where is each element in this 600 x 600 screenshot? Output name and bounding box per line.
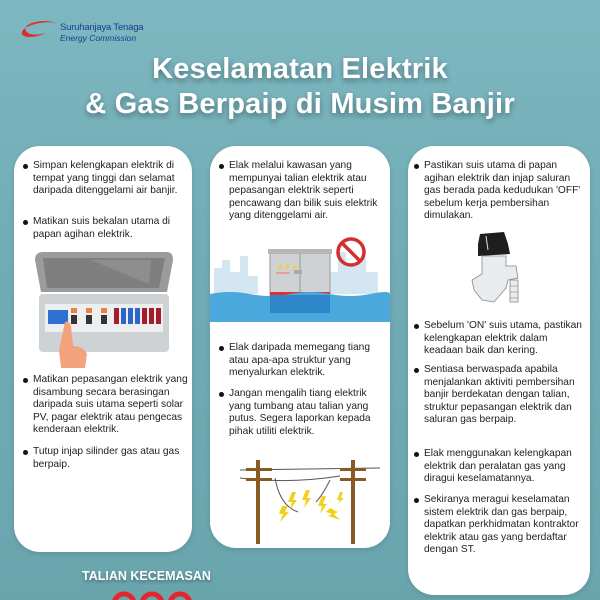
st-logo <box>20 16 160 46</box>
tip-item: Elak daripada memegang tiang atau apa-apa struktur yang menyalurkan elektrik. <box>219 342 387 380</box>
tips-card-during-flood <box>210 146 390 548</box>
emergency-hotline-label: TALIAN KECEMASAN <box>82 569 211 583</box>
tip-item: Elak menggunakan kelengkapan elektrik dan peralatan gas yang diragui keselamatannya. <box>414 448 588 486</box>
tip-item: Jangan mengalih tiang elektrik yang tumbang atau talian yang putus. Segera laporkan kepada pihak utiliti elektrik. <box>219 388 387 438</box>
emergency-number-partial <box>112 590 192 600</box>
logo-text-malay: Suruhanjaya Tenaga <box>60 22 144 33</box>
tip-item: Sentiasa berwaspada apabila menjalankan aktiviti pembersihan banjir berdekatan dengan talian, struktur pepasangan elektrik dan saluran gas berpaip. <box>414 364 588 427</box>
tip-item: Elak melalui kawasan yang mempunyai talian elektrik atau pepasangan elektrik seperti pencawang dan bilik suis elektrik yang ditenggelami air. <box>219 160 387 223</box>
title-line-1: Keselamatan Elektrik <box>152 53 448 85</box>
tips-card-before-flood <box>14 146 192 552</box>
title-line-2: & Gas Berpaip di Musim Banjir <box>85 88 515 120</box>
tip-item: Tutup injap silinder gas atau gas berpaip. <box>23 446 188 471</box>
fallen-power-line-icon <box>230 456 380 546</box>
tip-item: Sekiranya meragui keselamatan sistem elektrik dan gas berpaip, dapatkan perkhidmatan kontraktor elektrik atau gas yang berdaftar dengan ST. <box>414 494 588 557</box>
page-title <box>0 52 600 122</box>
flooded-substation-icon <box>210 232 390 322</box>
svg-text:⚡⚡⚡: ⚡⚡⚡ <box>276 265 299 271</box>
logo-text-english: Energy Commission <box>60 33 137 43</box>
tips-card-after-flood <box>408 146 590 595</box>
distribution-board-icon <box>31 250 176 368</box>
st-swoosh-logo-icon <box>20 20 60 42</box>
tip-item: Matikan pepasangan elektrik yang disambung secara berasingan daripada suis utama seperti solar PV, pagar elektrik atau pengecas kenderaan elektrik. <box>23 374 191 437</box>
tip-item: Pastikan suis utama di papan agihan elektrik dan injap saluran gas berada pada kedudukan 'OFF' sebelum kerja pembersihan dimulakan. <box>414 160 586 223</box>
tip-item: Matikan suis bekalan utama di papan agihan elektrik. <box>23 216 188 241</box>
tip-item: Sebelum 'ON' suis utama, pastikan kelengkapan elektrik dalam keadaan baik dan kering. <box>414 320 586 358</box>
tip-item: Simpan kelengkapan elektrik di tempat yang tinggi dan selamat daripada ditenggelami air banjir. <box>23 160 188 198</box>
gas-valve-icon <box>458 230 538 310</box>
